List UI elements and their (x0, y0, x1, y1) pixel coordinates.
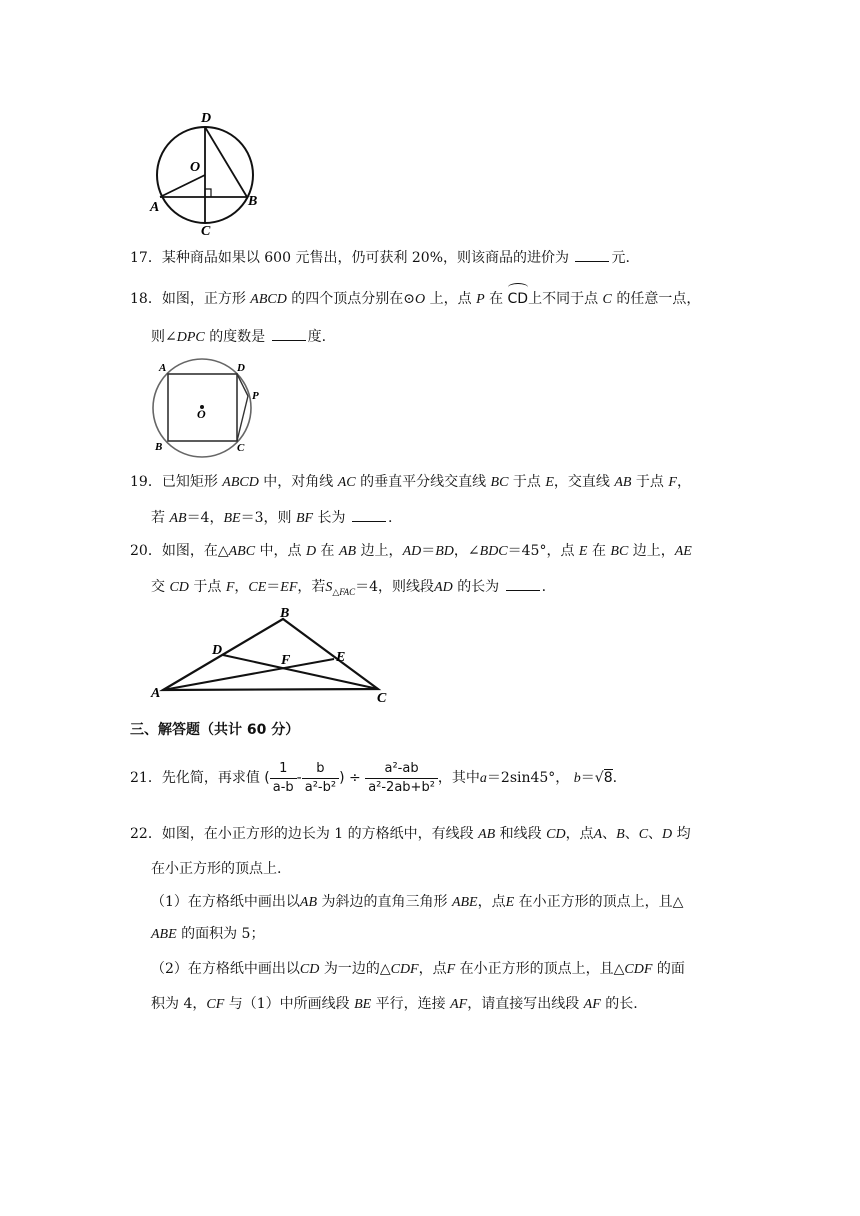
text-span: 19． (130, 474, 162, 490)
text-span: 均 (676, 826, 691, 842)
label-c: C (237, 442, 245, 454)
label-c: C (377, 691, 387, 705)
text-span: DPC (176, 330, 205, 345)
text-span: S (325, 580, 333, 595)
figure-q18-square-in-circle (145, 358, 270, 460)
text-span: 平行，连接 (375, 996, 446, 1012)
text-span: 的长为 (457, 579, 500, 595)
text-span: BC (490, 475, 509, 490)
text-span: 的四个顶点分别在⊙ (291, 291, 416, 307)
text-span: CDF (390, 962, 419, 977)
label-a: A (151, 686, 161, 701)
figure-q20-triangle (148, 605, 398, 705)
text-span: BF (295, 511, 314, 526)
label-a: A (159, 362, 167, 374)
text-span: 在小正方形的顶点上，且△ (459, 961, 625, 977)
text-span: ，请直接写出线段 (467, 996, 580, 1012)
text-span: 和线段 (499, 826, 542, 842)
label-d: D (201, 111, 212, 126)
text-span: 边上， (632, 543, 675, 559)
text-span: AB (169, 511, 187, 526)
text-span: 已知矩形 (161, 474, 218, 490)
question-22-part-2-line-1 (151, 959, 685, 980)
text-span: a-b (272, 779, 294, 795)
text-span: AB (339, 544, 357, 559)
text-span: ，交直线 (553, 474, 610, 490)
text-fragment: ( (264, 770, 270, 786)
text-span: 17． (130, 250, 162, 266)
text-span: 22． (130, 826, 162, 842)
text-span: AB (299, 895, 318, 910)
text-span: ， (676, 474, 691, 490)
question-19-line-1 (130, 472, 691, 493)
label-d: D (212, 643, 223, 658)
text-span: ＝4，则线段 (355, 579, 435, 595)
text-span: 中，对角线 (263, 474, 334, 490)
text-span: . (541, 579, 547, 595)
answer-blank (272, 328, 306, 341)
text-span: ，点 (418, 961, 447, 977)
label-b: B (155, 441, 163, 453)
label-b: B (280, 606, 290, 621)
question-20-line-2 (151, 577, 546, 602)
text-span: BD (435, 544, 454, 559)
text-span: △FAC (332, 586, 356, 597)
text-span: ABCD (222, 475, 259, 490)
text-span: 如图，在△ (161, 543, 229, 559)
text-span: ，点 (477, 894, 506, 910)
text-span: CD (546, 827, 566, 842)
text-span: ＝45°，点 (507, 543, 575, 559)
text-span: 的度数是 (209, 329, 266, 345)
label-o: O (197, 407, 206, 421)
section-heading: 三、解答题（共计 60 分） (130, 722, 300, 738)
text-span: ÷ (349, 770, 361, 786)
text-span: b (573, 771, 581, 786)
text-span: AF (450, 997, 468, 1012)
question-22-line-2 (151, 859, 281, 879)
question-22-part-1-line-2 (151, 924, 264, 945)
text-span: F (446, 962, 456, 977)
text-span: 则∠ (151, 329, 177, 345)
question-18-line-2 (151, 327, 326, 348)
segment-dp (237, 374, 248, 396)
text-span: E (545, 475, 554, 490)
question-17 (130, 248, 630, 268)
text-fragment: ) (339, 770, 345, 786)
question-19-line-2 (151, 508, 392, 529)
text-span: 的垂直平分线交直线 (360, 474, 487, 490)
question-22-line-1 (130, 824, 691, 845)
text-span: CD (507, 291, 529, 307)
text-span: 20． (130, 543, 162, 559)
text-span: ＝ (266, 579, 281, 595)
text-span: 、 (624, 826, 639, 842)
text-span: ABC (228, 544, 256, 559)
text-span: 于点 (635, 474, 664, 490)
text-span: P (476, 292, 485, 307)
text-span: . (387, 510, 393, 526)
question-18-line-1 (130, 289, 700, 310)
label-a: A (150, 200, 160, 215)
question-20-line-1 (130, 541, 692, 562)
question-22-part-2-line-2 (151, 994, 638, 1015)
text-span: 的面 (656, 961, 685, 977)
text-span: ABE (451, 895, 478, 910)
fraction-2 (302, 760, 339, 797)
text-span: 积为 4， (151, 996, 207, 1012)
text-span: D (305, 544, 317, 559)
text-span: AC (337, 475, 356, 490)
text-span: 上，点 (429, 291, 472, 307)
segment-oa (160, 175, 205, 197)
text-span: 长为 (317, 510, 346, 526)
text-span: BDC (479, 544, 508, 559)
triangle-abc (163, 619, 378, 690)
text-span: ＝ (421, 543, 436, 559)
text-span: ， (234, 579, 249, 595)
text-span: a²-2ab+b² (368, 779, 435, 795)
text-span: 的任意一点， (616, 291, 701, 307)
text-span: D (662, 827, 673, 842)
answer-blank (352, 509, 386, 522)
text-span: 于点 (512, 474, 541, 490)
text-span: ＝ (580, 770, 595, 786)
text-span: ，若 (297, 579, 326, 595)
answer-blank (575, 249, 609, 262)
text-span: C (638, 827, 649, 842)
text-span: 元. (611, 250, 630, 266)
text-span: a²-b² (304, 779, 337, 795)
text-span: AF (583, 997, 601, 1012)
text-span: F (225, 580, 235, 595)
text-span: AE (674, 544, 692, 559)
text-span: 在小正方形的顶点上. (151, 861, 282, 877)
arc-cd (508, 289, 529, 309)
text-span: ＝3，则 (240, 510, 292, 526)
text-span: 为斜边的直角三角形 (321, 894, 448, 910)
text-span: CF (206, 997, 225, 1012)
text-span: 在 (320, 543, 335, 559)
text-span: ABCD (250, 292, 287, 307)
text-span: F (668, 475, 677, 490)
text-fragment (508, 283, 529, 292)
text-span: 在 (591, 543, 606, 559)
text-span: ＝2sin45°， (486, 770, 570, 786)
text-span: AD (434, 580, 453, 595)
label-f: F (281, 653, 291, 668)
text-span: CDF (624, 962, 653, 977)
label-b: B (248, 194, 258, 209)
text-span: E (578, 544, 588, 559)
label-e: E (336, 650, 346, 665)
text-span: A (593, 827, 603, 842)
text-span: ABE (151, 927, 177, 942)
figure-q16-circle (140, 105, 280, 235)
text-span: EF (280, 580, 298, 595)
text-span: 、 (602, 826, 617, 842)
text-span: a²-ab (365, 760, 438, 779)
text-span: 的长. (605, 996, 638, 1012)
text-span: CD (299, 962, 320, 977)
text-span: 若 (151, 510, 165, 526)
text-span: AD (402, 544, 422, 559)
text-span: 如图，正方形 (161, 291, 246, 307)
segment-db (205, 127, 247, 197)
text-span: . (612, 770, 618, 786)
text-span: 、 (648, 826, 663, 842)
text-span: 度. (307, 329, 327, 345)
text-fragment: - (296, 770, 302, 786)
text-span: 于点 (193, 579, 222, 595)
text-span: 某种商品如果以 600 元售出，仍可获利 20%，则该商品的进价为 (161, 250, 570, 266)
text-span: C (602, 292, 612, 307)
text-span: 为一边的△ (323, 961, 391, 977)
text-span: ，其中 (437, 770, 480, 786)
text-span: 与（1）中所画线段 (228, 996, 350, 1012)
text-span: AB (478, 827, 496, 842)
text-span: b (302, 760, 339, 779)
text-span: 的面积为 5； (181, 926, 265, 942)
fraction-3 (365, 760, 438, 797)
text-span: 21． (130, 770, 162, 786)
text-span: 先化简，再求值 (161, 770, 260, 786)
question-21 (130, 755, 617, 801)
text-span: 中，点 (259, 543, 302, 559)
text-span: AB (614, 475, 632, 490)
text-span: 在 (489, 291, 504, 307)
text-span: （1）在方格纸中画出以 (151, 894, 300, 910)
sqrt-radicand: 8 (603, 770, 613, 786)
label-d: D (237, 362, 245, 374)
text-span: 在小正方形的顶点上，且△ (518, 894, 684, 910)
label-c: C (201, 224, 211, 235)
text-span: ，点 (565, 826, 594, 842)
text-span: CD (169, 580, 189, 595)
text-span: 上不同于点 (528, 291, 599, 307)
text-span: 1 (270, 760, 297, 779)
text-span: ，∠ (453, 543, 480, 559)
text-span: E (505, 895, 515, 910)
text-span: 18． (130, 291, 162, 307)
text-span: 如图，在小正方形的边长为 1 的方格纸中，有线段 (161, 826, 474, 842)
text-span: a (479, 771, 487, 786)
fraction-1 (270, 760, 297, 797)
answer-blank (506, 578, 540, 591)
text-span: （2）在方格纸中画出以 (151, 961, 300, 977)
text-span: O (415, 292, 426, 307)
label-p: P (252, 390, 259, 402)
text-span: BE (354, 997, 372, 1012)
text-span: 边上， (360, 543, 403, 559)
text-span: ＝4， (186, 510, 224, 526)
text-span: CE (248, 580, 267, 595)
text-span: B (616, 827, 625, 842)
text-span: BC (610, 544, 629, 559)
text-span: 交 (151, 579, 165, 595)
question-22-part-1-line-1 (151, 892, 683, 913)
label-o: O (190, 160, 201, 175)
text-span: BE (223, 511, 241, 526)
sqrt-sign: √ (594, 770, 604, 786)
